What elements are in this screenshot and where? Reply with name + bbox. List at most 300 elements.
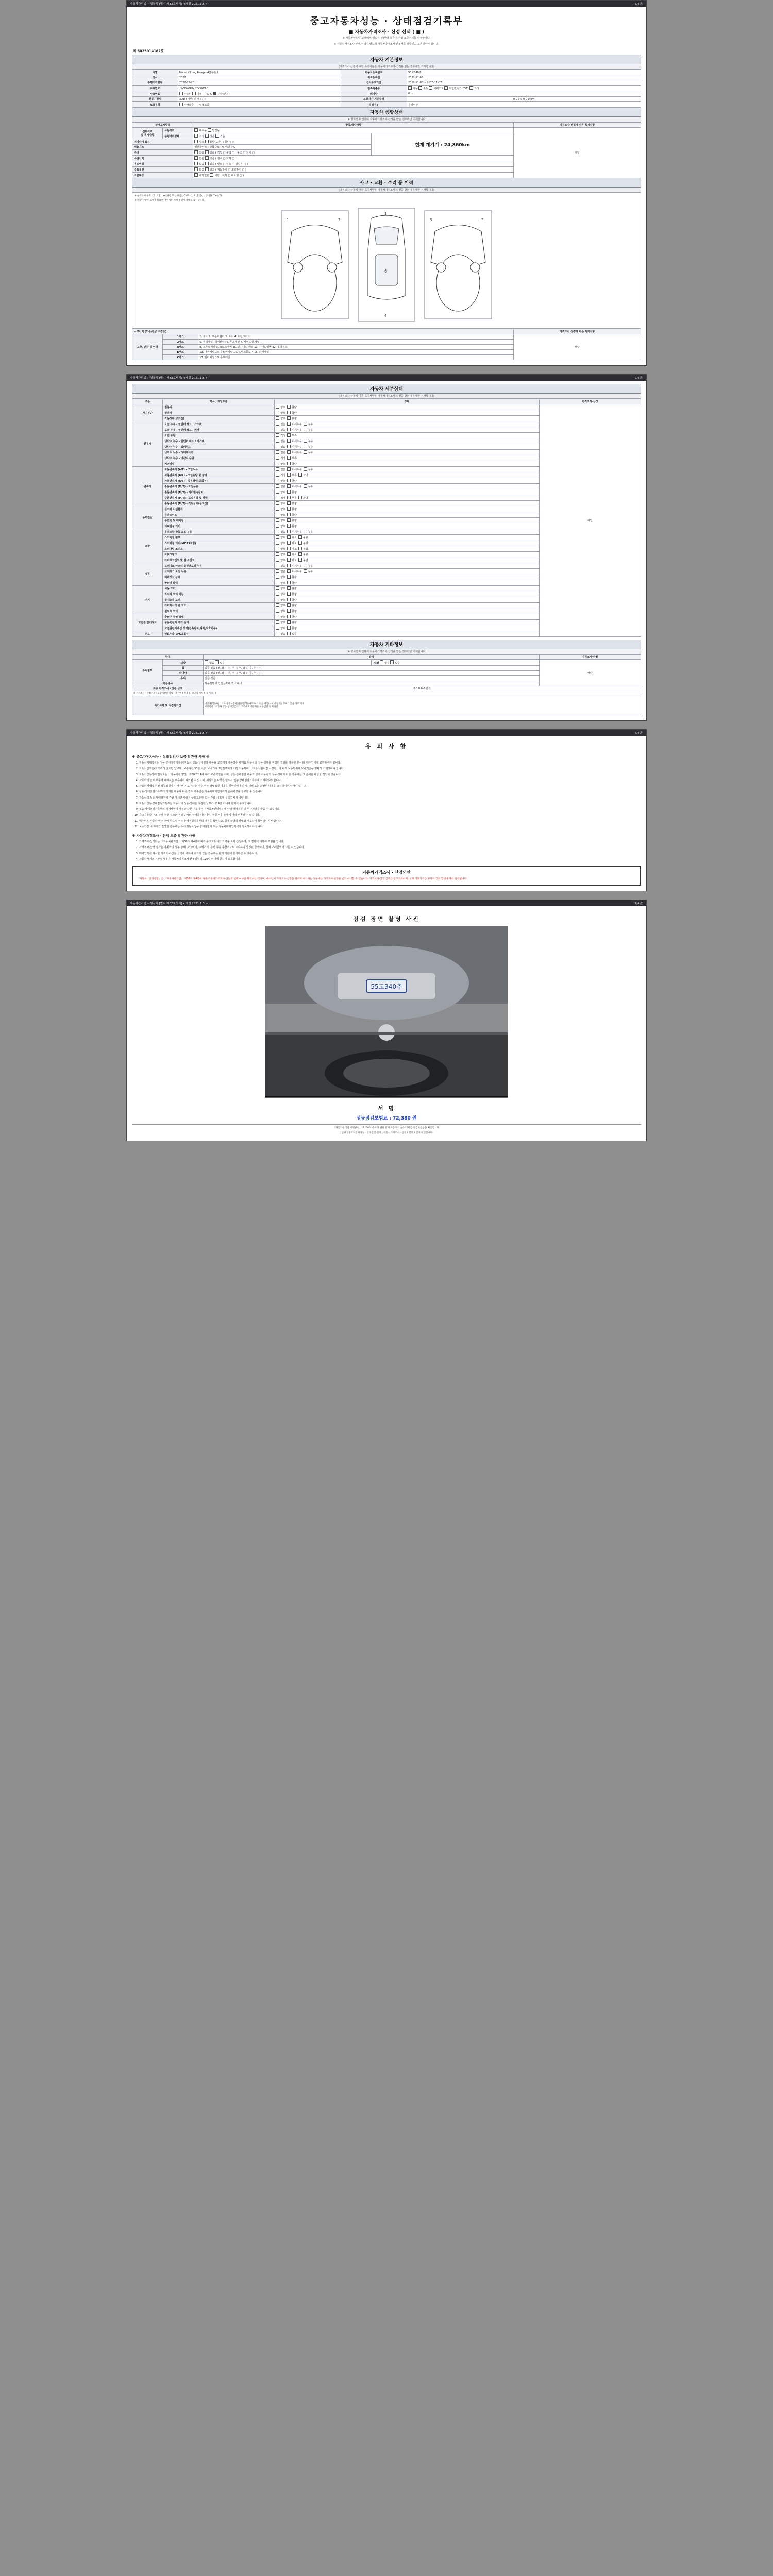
checkbox-미세누유[interactable] — [287, 530, 291, 533]
checkbox-self-warranty[interactable] — [179, 103, 183, 106]
checkbox-미세누수[interactable] — [287, 445, 291, 448]
section-state-note: (※ 항목별 확인하여 자동차가격조사·산정을 받는 경우에만 기재합니다) — [132, 117, 641, 122]
detail-item-status: 적정 부족 과다 — [275, 472, 539, 478]
detail-item-label: 파워크랭크 — [163, 552, 275, 557]
page-indicator-4: (4/4면) — [633, 902, 643, 905]
accident-parts-3: 13. 대쉬패널 14. 플로어패널 15. 트렁크플로어 16. 리어패널 — [198, 350, 514, 355]
car-side-right-diagram — [419, 206, 497, 324]
basic-value-vin: 7SAYGDEE7NF069937 — [178, 86, 341, 91]
checkbox-양호[interactable] — [276, 558, 279, 562]
state-row-label-7: 주요옵션 — [132, 167, 193, 173]
accident-special-value: 해당 — [514, 334, 641, 360]
detail-group-0: 자기진단 — [132, 404, 163, 421]
checkbox-누유[interactable] — [304, 569, 307, 573]
page-indicator-2: (2/4면) — [633, 377, 643, 380]
checkbox-없음[interactable] — [276, 428, 279, 431]
warning-title: 자동차가격조사 · 산정의안 — [362, 870, 411, 875]
detail-item-status: 양호 불량 — [275, 489, 539, 495]
checkbox-없음[interactable] — [276, 530, 279, 533]
accident-parts-table — [132, 329, 641, 360]
checkbox-lpg[interactable] — [203, 92, 206, 95]
sheet-page-3 — [126, 729, 647, 891]
section-state-header: 자동차 종합상태 — [132, 108, 641, 117]
checkbox-양호[interactable] — [276, 581, 279, 584]
state-row-value-8: 해당없음 해당 ( 이행 □ 미이행 □ ) — [193, 173, 514, 178]
checkbox-양호[interactable] — [276, 615, 279, 618]
detail-group-6: 전기 — [132, 586, 163, 614]
checkbox-적정[interactable] — [276, 456, 279, 460]
checkbox-diesel[interactable] — [192, 92, 196, 95]
checkbox-양호[interactable] — [276, 524, 279, 528]
state-row-label-2: 계기상태 표시 — [132, 139, 193, 145]
svg-text:55고340추: 55고340추 — [371, 982, 402, 990]
checkbox-불량[interactable] — [287, 609, 291, 613]
detail-item-label: 자동변속기 (A/T) - 오일유량 및 상태 — [163, 472, 275, 478]
car-top-diagram — [356, 206, 417, 324]
checkbox-양호[interactable] — [276, 626, 279, 630]
checkbox-없음[interactable] — [276, 439, 279, 443]
checkbox-fuel-etc[interactable] — [213, 92, 216, 95]
checkbox-mileage-many[interactable] — [205, 134, 209, 138]
detail-row — [132, 404, 641, 410]
checkbox-usechange-yes[interactable] — [205, 162, 209, 165]
checkbox-불량[interactable] — [287, 581, 291, 584]
checkbox-불량[interactable] — [287, 598, 291, 601]
notice-item-10: 11. 매수인은 자동차 인수 전에 반드시 성능·상태점검기록부의 내용을 확인하고, 실제 차량의 상태와 비교하여 확인하시기 바랍니다. — [139, 819, 641, 823]
detail-special-value: 해당 — [539, 404, 641, 637]
checkbox-불량[interactable] — [287, 462, 291, 465]
detail-item-status: 양호 불량 — [275, 591, 539, 597]
checkbox-마모[interactable] — [287, 558, 291, 562]
checkbox-불량[interactable] — [287, 620, 291, 624]
checkbox-불량[interactable] — [287, 416, 291, 420]
checkbox-누유[interactable] — [304, 422, 307, 426]
state-group-usage: 전체이력 및 특기사항 — [132, 128, 163, 139]
checkbox-불량[interactable] — [287, 501, 291, 505]
accident-rank-label-1: 2랭크 — [163, 340, 198, 345]
accident-crash-label: 사고이력 (외부/판금 수정등) — [132, 329, 514, 334]
document-number: 제 6025014162호 — [133, 49, 164, 53]
checkbox-없음[interactable] — [276, 569, 279, 573]
checkbox-미세누유[interactable] — [287, 422, 291, 426]
checkbox-recall-yes[interactable] — [210, 173, 213, 177]
checkbox-있음[interactable] — [287, 632, 291, 635]
accident-rank-label-4: C랭크 — [163, 355, 198, 360]
state-col-special: 가격조사·산정에 따른 특기사항 — [514, 123, 641, 128]
notice2-item-2: 3. 매매업자가 제시한 가격조사·산정 금액에 대하여 이의가 있는 경우에는 관계 기관에 문의하실 수 있습니다. — [139, 852, 641, 856]
detail-item-label: 구동축전지 격리 상태 — [163, 620, 275, 625]
accident-parts-0: 1. 후드 2. 프론트휀더 3. 도어 4. 트렁크리드 — [198, 334, 514, 340]
checkbox-불량[interactable] — [287, 513, 291, 516]
checkbox-양호[interactable] — [276, 598, 279, 601]
checkbox-mileage-few[interactable] — [215, 134, 219, 138]
checkbox-int-none[interactable] — [380, 660, 383, 664]
price-value: 0 0 0 0 0 만원 — [204, 686, 641, 691]
detail-group-2: 변속기 — [132, 467, 163, 506]
detail-item-label: 와이퍼 모터 기능 — [163, 591, 275, 597]
checkbox-양호[interactable] — [276, 501, 279, 505]
basic-value-warranty: 자가보증 업체보증 — [178, 102, 341, 108]
others-label-basic: 기본품목 — [132, 681, 204, 686]
checkbox-양호[interactable] — [276, 620, 279, 624]
checkbox-meter-bad[interactable] — [205, 140, 209, 143]
basic-value-year: 2022 — [178, 75, 341, 80]
detail-item-status: 양호 불량 — [275, 625, 539, 631]
detail-item-status: 양호 불량 — [275, 461, 539, 467]
remark-label: 특기사항 및 점검자의견 — [132, 696, 204, 715]
section-accident-note: (가격조사·산정에 대한 특기사항은 자동차가격조사·산정을 받는 경우에만 기재합니다) — [132, 188, 641, 193]
checkbox-미세누유[interactable] — [287, 569, 291, 573]
checkbox-불량[interactable] — [287, 592, 291, 596]
basic-label-mileage-head: 주행여부 — [341, 102, 407, 108]
checkbox-불량[interactable] — [287, 524, 291, 528]
checkbox-마모[interactable] — [287, 541, 291, 545]
checkbox-불량[interactable] — [287, 615, 291, 618]
notice2-item-0: 1. 가격조사·산정자는 「자동차관리법」 제58조 제4항에 따라 중고자동차의 가격을 조사·산정하며, 그 결과에 대하여 책임을 집니다. — [139, 840, 641, 844]
section-others-note: (※ 항목별 확인하여 자동차가격조사·산정을 받는 경우에만 기재합니다) — [132, 649, 641, 654]
checkbox-적정[interactable] — [276, 473, 279, 477]
detail-item-label: 스티어링 기어(MDPS포함) — [163, 540, 275, 546]
footer-note-1: 「자동차관리법 시행규칙」 제120조에 따라 위와 같이 자동차의 성능·상태를 점검하였음을 확인합니다. — [132, 1124, 641, 1130]
price-note: ※ 가격조사 · 산정기준 : 보험개발원 차량기준가액 ( 적용 ) / 중고차 시세 ( ) / 기타 ( ) — [132, 691, 641, 696]
checkbox-없음[interactable] — [276, 450, 279, 454]
state-row-label-6: 용도변경 — [132, 161, 193, 167]
basic-label-transmission: 변속기종류 — [341, 86, 407, 91]
checkbox-과다[interactable] — [298, 496, 302, 499]
detail-item-status: 적정 부족 — [275, 433, 539, 438]
section-accident-header: 사고 · 교환 · 수리 등 이력 — [132, 178, 641, 188]
detail-item-label: 브레이크 마스터 실린더오일 누유 — [163, 563, 275, 569]
notice2-item-1: 2. 가격조사·산정 결과는 자동차의 성능·상태, 사고이력, 주행거리, 옵션 등을 종합적으로 고려하여 산정된 금액이며, 실제 거래금액과 다를 수 있습니다. — [139, 845, 641, 850]
checkbox-gasoline[interactable] — [179, 92, 183, 95]
accident-parts-1: 5. 쿼터패널 (리어휀더) 6. 루프패널 7. 사이드실 패널 — [198, 340, 514, 345]
detail-item-status: 양호 마모 불량 — [275, 535, 539, 540]
detail-item-label: 원동기 — [163, 404, 275, 410]
checkbox-불량[interactable] — [298, 558, 302, 562]
checkbox-양호[interactable] — [276, 547, 279, 550]
page4-legal-ref: 자동차관리법 시행규칙 [별지 제82호서식] <개정 2021.1.5.> — [130, 902, 208, 905]
notice-item-6: 7. 자동차의 성능·상태점검에 관한 자세한 사항은 국토교통부 또는 관할 시·도에 문의하시기 바랍니다. — [139, 796, 641, 800]
document-root — [0, 0, 773, 1155]
others-special-value: 해당 — [539, 660, 641, 686]
checkbox-불량[interactable] — [287, 490, 291, 494]
state-row-label-1: 주행거리상태 — [163, 133, 193, 139]
detail-item-status: 없음 미세누수 누수 — [275, 438, 539, 444]
detail-item-status: 없음 미세누유 누유 — [275, 569, 539, 574]
page3-legal-ref: 자동차관리법 시행규칙 [별지 제82호서식] <개정 2021.1.5.> — [130, 732, 208, 735]
detail-group-4: 조향 — [132, 529, 163, 563]
checkbox-trans-etc[interactable] — [469, 86, 473, 90]
basic-value-fuel: 가솔린 디젤 LPG 기타(전기) — [178, 91, 341, 97]
checkbox-없음[interactable] — [276, 564, 279, 567]
checkbox-없음[interactable] — [276, 467, 279, 471]
checkbox-양호[interactable] — [276, 518, 279, 522]
checkbox-미세누유[interactable] — [287, 428, 291, 431]
detail-item-label: 라디에이터 팬 모터 — [163, 603, 275, 608]
svg-text:1: 1 — [384, 212, 387, 216]
detail-item-status: 양호 불량 — [275, 518, 539, 523]
checkbox-불량[interactable] — [287, 575, 291, 579]
checkbox-누유[interactable] — [304, 467, 307, 471]
photo-section-title: 점검 장면 촬영 사진 — [353, 915, 420, 922]
checkbox-누수[interactable] — [304, 445, 307, 448]
checkbox-부족[interactable] — [287, 473, 291, 477]
checkbox-양호[interactable] — [276, 575, 279, 579]
detail-item-label: 발전기 출력 — [163, 580, 275, 586]
checkbox-누유[interactable] — [304, 428, 307, 431]
detail-item-label: 오일 유량 — [163, 433, 275, 438]
basic-value-inspectdate: 2022-11-28 — [178, 80, 341, 86]
accident-rank-label-2: A랭크 — [163, 345, 198, 350]
notice-item-0: 1. 자동차매매업자는 성능·상태점검기록부(자동차 성능·상태점검 내용을 고객에게 제공하는 매매용 자동차의 성능·상태를 점검한 결과를 기록한 문서)를 매수인에게 교부하여야 합니다. — [139, 761, 641, 765]
checkbox-special-yes[interactable] — [205, 156, 209, 160]
checkbox-양호[interactable] — [276, 405, 279, 409]
checkbox-미세누유[interactable] — [287, 564, 291, 567]
checkbox-불량[interactable] — [287, 507, 291, 511]
basic-value-validperiod: 2022-11-08 ~ 2026-11-07 — [407, 80, 641, 86]
notice-item-4: 5. 자동차매매업자 및 성능점검자는 매수인이 요구하는 경우 성능·상태점검 내용을 설명하여야 하며, 허위 또는 과장된 내용을 고지하여서는 아니 됩니다. — [139, 784, 641, 788]
checkbox-과다[interactable] — [298, 473, 302, 477]
others-group-repair: 수리필요 — [132, 660, 163, 681]
state-row-value-1: 적정 많음 적음 — [193, 133, 371, 139]
others-label-wheel: 휠 — [163, 666, 204, 671]
checkbox-business[interactable] — [208, 128, 211, 132]
photo-illustration — [265, 926, 508, 1096]
checkbox-양호[interactable] — [276, 609, 279, 613]
accident-group-label: 교환, 판금 등 이력 — [132, 334, 163, 360]
state-row-value-6: 없음 있음 ( 렌트 □ 리스 □ 영업용 □ ) — [193, 161, 514, 167]
detail-item-status: 양호 불량 — [275, 501, 539, 506]
checkbox-마모[interactable] — [287, 547, 291, 550]
basic-label-warranty-km: 보증기간 기준주행 — [341, 97, 407, 102]
detail-item-label: 스티어링 펌프 — [163, 535, 275, 540]
notice2-item-3: 4. 자동차가격조사·산정 내용은 자동차가격조사·산정일부터 120일 이내에 한하여 유효합니다. — [139, 857, 641, 861]
checkbox-양호[interactable] — [276, 411, 279, 414]
others-col-special: 가격조사·산정 — [539, 655, 641, 660]
checkbox-불량[interactable] — [287, 405, 291, 409]
checkbox-불량[interactable] — [287, 603, 291, 607]
detail-item-label: 클러치 어셈블리 — [163, 506, 275, 512]
detail-item-label: 수동변속기 (M/T) - 기어변속장치 — [163, 489, 275, 495]
basic-label-regno: 자동차등록번호 — [341, 70, 407, 75]
notice-item-8: 9. 성능·상태점검기록부의 기재사항이 사실과 다른 경우에는 「자동차관리법」에 따라 행정처분 및 형사처벌을 받을 수 있습니다. — [139, 807, 641, 811]
detail-item-status: 양호 마모 불량 — [275, 557, 539, 563]
svg-text:5: 5 — [481, 218, 484, 223]
checkbox-양호[interactable] — [276, 552, 279, 556]
checkbox-마모[interactable] — [287, 552, 291, 556]
page2-legal-ref: 자동차관리법 시행규칙 [별지 제82호서식] <개정 2021.1.5.> — [130, 377, 208, 380]
detail-item-label: 브레이크 오일 누유 — [163, 569, 275, 574]
checkbox-불량[interactable] — [298, 552, 302, 556]
checkbox-불량[interactable] — [298, 547, 302, 550]
basic-value-transmission: 자동 수동 세미오토 무단변속기(CVT) 기타 — [407, 86, 641, 91]
checkbox-누유[interactable] — [304, 530, 307, 533]
detail-item-label: 윈도우 모터 — [163, 608, 275, 614]
detail-item-label: 타이로드엔드 및 볼 조인트 — [163, 557, 275, 563]
checkbox-없음[interactable] — [276, 422, 279, 426]
notice-list-2 — [139, 840, 641, 861]
checkbox-없음[interactable] — [276, 445, 279, 448]
checkbox-불량[interactable] — [298, 541, 302, 545]
checkbox-manual[interactable] — [418, 86, 422, 90]
notice-item-11: 12. 보증기간 내 하자가 발생한 경우에는 즉시 자동차성능·상태점검자 또는 자동차매매업자에게 통보하여야 합니다. — [139, 825, 641, 829]
detail-item-status: 양호 마모 불량 — [275, 540, 539, 546]
checkbox-company-warranty[interactable] — [195, 103, 198, 106]
detail-item-status: 양호 불량 — [275, 608, 539, 614]
others-table — [132, 654, 641, 715]
svg-text:2: 2 — [338, 218, 341, 223]
basic-value-carname: Model Y Long Range (4륜구동 ) — [178, 70, 341, 75]
others-label-glass: 유리 — [163, 676, 204, 681]
notice-item-7: 8. 자동차성능·상태점검기록부는 자동차의 성능·상태를 점검한 날부터 120일 이내에 한하여 유효합니다. — [139, 802, 641, 806]
detail-item-label: 등속조인트 — [163, 512, 275, 518]
detail-item-status: 양호 마모 불량 — [275, 546, 539, 552]
page3-topbar — [127, 730, 646, 736]
detail-item-label: 커먼레일 — [163, 461, 275, 467]
svg-text:6: 6 — [384, 269, 388, 274]
sheet-page-4 — [126, 900, 647, 1141]
checkbox-불량[interactable] — [287, 518, 291, 522]
checkbox-recall-none[interactable] — [194, 173, 198, 177]
checkbox-semiauto[interactable] — [429, 86, 432, 90]
detail-item-status: 양호 불량 — [275, 506, 539, 512]
detail-item-label: 수동변속기 (M/T) - 작동상태(공회전) — [163, 501, 275, 506]
checkbox-mileage-normal[interactable] — [194, 134, 198, 138]
detail-item-status: 없음 미세누유 누유 — [275, 563, 539, 569]
mileage-display: 현재 계기기 : 24,860km — [371, 133, 513, 156]
detail-item-label: 고전원전기배선 상태(접속단자,피복,보호기구) — [163, 625, 275, 631]
detail-item-label: 냉각수 누수 - 라디에이터 — [163, 450, 275, 455]
checkbox-auto[interactable] — [408, 86, 412, 90]
basic-value-firstreg: 2022-11-08 — [407, 75, 641, 80]
checkbox-부족[interactable] — [287, 496, 291, 499]
checkbox-양호[interactable] — [276, 416, 279, 420]
checkbox-meter-ok[interactable] — [194, 140, 198, 143]
others-col-item: 항목 — [132, 655, 204, 660]
detail-item-label: 수동변속기 (M/T) - 오일유량 및 상태 — [163, 495, 275, 501]
warning-body: 「자동차 · 산정방법」은 「자동차관리법」 제58조 제4항에 따른 자동차가격조사·산정의 선택 여부를 확인하는 것이며, 매수인이 가격조사·산정을 원하지 아니하는 경우에는 가격조사·산정을 받지 아니할 수 있습니다. 가격조사·산정 금액은 참고자료이며, 실제 거래가격은 당사자 간의 합의에 따라 결정됩니다. — [137, 878, 467, 881]
page-indicator-3: (3/4면) — [633, 732, 643, 735]
detail-item-status: 적정 부족 과다 — [275, 495, 539, 501]
detail-item-label: 작동상태(공회전) — [163, 416, 275, 421]
page1-topbar — [127, 1, 646, 7]
detail-group-8: 연료 — [132, 631, 163, 637]
checkbox-불량[interactable] — [287, 411, 291, 414]
detail-item-label: 변속기 — [163, 410, 275, 416]
checkbox-누수[interactable] — [304, 439, 307, 443]
state-row-value-4: 없음 있음 ( 적법 □ 불법 □ ) 구조 □ 장치 □ — [193, 150, 371, 156]
detail-col-status: 상태 — [275, 399, 539, 404]
checkbox-양호[interactable] — [276, 507, 279, 511]
accident-diagram-box — [132, 193, 641, 329]
checkbox-누유[interactable] — [304, 564, 307, 567]
checkbox-미세누수[interactable] — [287, 439, 291, 443]
state-table — [132, 122, 641, 178]
detail-item-label: 충전구 절연 상태 — [163, 614, 275, 620]
checkbox-양호[interactable] — [276, 490, 279, 494]
detail-item-status: 양호 불량 — [275, 478, 539, 484]
checkbox-양호[interactable] — [276, 592, 279, 596]
checkbox-미세누유[interactable] — [287, 467, 291, 471]
detail-item-label: 동력조향 작동 오일 누유 — [163, 529, 275, 535]
checkbox-불량[interactable] — [298, 535, 302, 539]
checkbox-option-none[interactable] — [194, 167, 198, 171]
detail-item-status: 없음 있음 — [275, 631, 539, 637]
checkbox-tuning-none[interactable] — [194, 150, 198, 154]
checkbox-누수[interactable] — [304, 450, 307, 454]
checkbox-불량[interactable] — [287, 479, 291, 482]
detail-item-status: 없음 미세누유 누유 — [275, 529, 539, 535]
inspection-fee: 성능점검보험료 : 72,380 원 — [356, 1115, 417, 1121]
state-row-value-0: 대여용 영업용 — [193, 128, 514, 133]
notice-item-3: 4. 자동차의 일부 부품에 대해서는 보증에서 제외될 수 있으며, 제외되는 사항은 반드시 성능·상태점검기록부에 기재하여야 합니다. — [139, 778, 641, 783]
remark-line-2: 보증범위 : 자동차 성능·상태점검자가 고객에게 제공하는 보증범위 등 표기란 — [205, 706, 278, 709]
basic-value-engine: 3D1(3세부: 전 세부: 전) — [178, 97, 341, 102]
checkbox-미세누수[interactable] — [287, 450, 291, 454]
checkbox-미세누유[interactable] — [287, 484, 291, 488]
notice-heading-1: ※ 중고자동차성능 · 상태점검자 보증에 관한 사항 등 — [132, 755, 210, 759]
checkbox-tuning-yes[interactable] — [205, 150, 209, 154]
state-col-item: 상태표시항목 — [132, 123, 193, 128]
state-row-label-4: 튜닝 — [132, 150, 193, 156]
page4-topbar — [127, 900, 646, 906]
checkbox-ext-yes[interactable] — [215, 660, 219, 664]
checkbox-양호[interactable] — [276, 586, 279, 590]
checkbox-누유[interactable] — [304, 484, 307, 488]
checkbox-불량[interactable] — [287, 626, 291, 630]
checkbox-option-yes[interactable] — [205, 167, 209, 171]
detail-group-3: 동력전달 — [132, 506, 163, 529]
state-row-label-0: 사용이력 — [163, 128, 193, 133]
checkbox-부족[interactable] — [287, 456, 291, 460]
detail-col-item: 항목 / 해당부품 — [163, 399, 275, 404]
detail-item-status: 없음 미세누유 누유 — [275, 421, 539, 427]
checkbox-양호[interactable] — [276, 479, 279, 482]
detail-item-label: 냉각수 누수 - 실린더 헤드 / 가스켓 — [163, 438, 275, 444]
checkbox-적정[interactable] — [276, 433, 279, 437]
checkbox-양호[interactable] — [276, 462, 279, 465]
checkbox-cvt[interactable] — [444, 86, 448, 90]
detail-item-status: 없음 미세누유 누유 — [275, 467, 539, 472]
others-value-ext: 없음 있음 — [204, 660, 372, 666]
checkbox-양호[interactable] — [276, 535, 279, 539]
detail-item-status: 양호 불량 — [275, 404, 539, 410]
svg-text:3: 3 — [430, 218, 432, 223]
checkbox-부족[interactable] — [287, 433, 291, 437]
checkbox-양호[interactable] — [276, 513, 279, 516]
checkbox-양호[interactable] — [276, 603, 279, 607]
checkbox-ext-none[interactable] — [205, 660, 208, 664]
checkbox-적정[interactable] — [276, 496, 279, 499]
basic-label-validperiod: 검사유효기간 — [341, 80, 407, 86]
remark-line-1: 비공개(성능/평가기록/품질보증/불법유형/성능내역 미기재 등 책임/사고 유형 등) 정보가 있을 경우 기재 — [205, 703, 305, 706]
basic-label-fuel: 사용연료 — [132, 91, 178, 97]
detail-col-special: 가격조사·산정 — [539, 399, 641, 404]
checkbox-int-yes[interactable] — [390, 660, 394, 664]
detail-item-label: 추진축 및 베어링 — [163, 518, 275, 523]
checkbox-마모[interactable] — [287, 535, 291, 539]
detail-item-label: 자동변속기 (A/T) - 작동상태(공회전) — [163, 478, 275, 484]
checkbox-없음[interactable] — [276, 632, 279, 635]
checkbox-양호[interactable] — [276, 541, 279, 545]
detail-item-status: 양호 불량 — [275, 586, 539, 591]
checkbox-rental[interactable] — [194, 128, 198, 132]
checkbox-usechange-none[interactable] — [194, 162, 198, 165]
detail-group-1: 원동기 — [132, 421, 163, 467]
checkbox-없음[interactable] — [276, 484, 279, 488]
checkbox-special-none[interactable] — [194, 156, 198, 160]
checkbox-불량[interactable] — [287, 586, 291, 590]
